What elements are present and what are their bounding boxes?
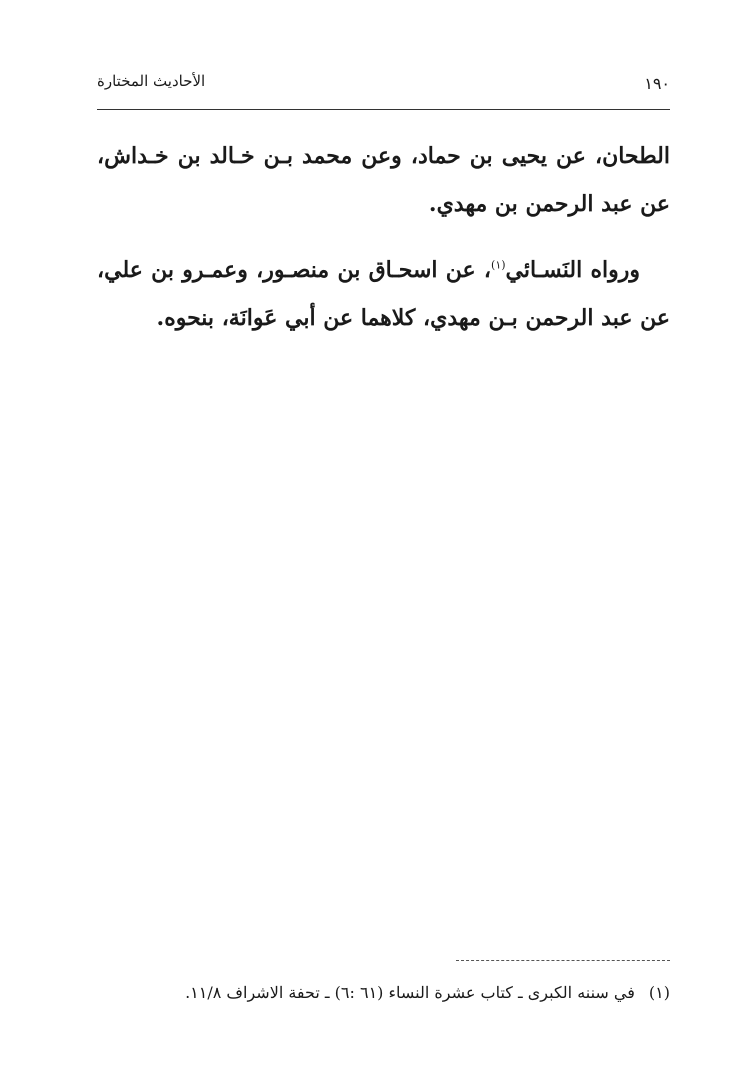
paragraph-2 bbox=[97, 246, 670, 342]
footnote-rule bbox=[456, 960, 670, 961]
page-header bbox=[97, 66, 670, 106]
footnote-number: (١) bbox=[648, 983, 670, 1002]
footnote-reference[interactable]: (١) bbox=[491, 258, 506, 272]
paragraph-2-start: ورواه النَسـائي bbox=[505, 257, 641, 283]
footnote-text: في سننه الكبرى ـ كتاب عشرة النساء (٦١ :٦) ـ تحفة الاشراف ١١/٨. bbox=[185, 983, 635, 1002]
paragraph-2-end: ، عن اسحـاق بن منصـور، وعمـرو بن علي، عن عبد الرحمن بـن مهدي، كلاهما عن أبي عَوانَة، بنحوه. bbox=[97, 257, 670, 331]
header-rule bbox=[97, 109, 670, 110]
running-title: الأحاديث المختارة bbox=[97, 72, 206, 90]
footnote-1 bbox=[97, 980, 670, 1006]
main-text bbox=[97, 132, 670, 360]
page-number: ١٩٠ bbox=[644, 74, 670, 93]
paragraph-1: الطحان، عن يحيى بن حماد، وعن محمد بـن خـالد بن خـداش، عن عبد الرحمن بن مهدي. bbox=[97, 143, 670, 217]
